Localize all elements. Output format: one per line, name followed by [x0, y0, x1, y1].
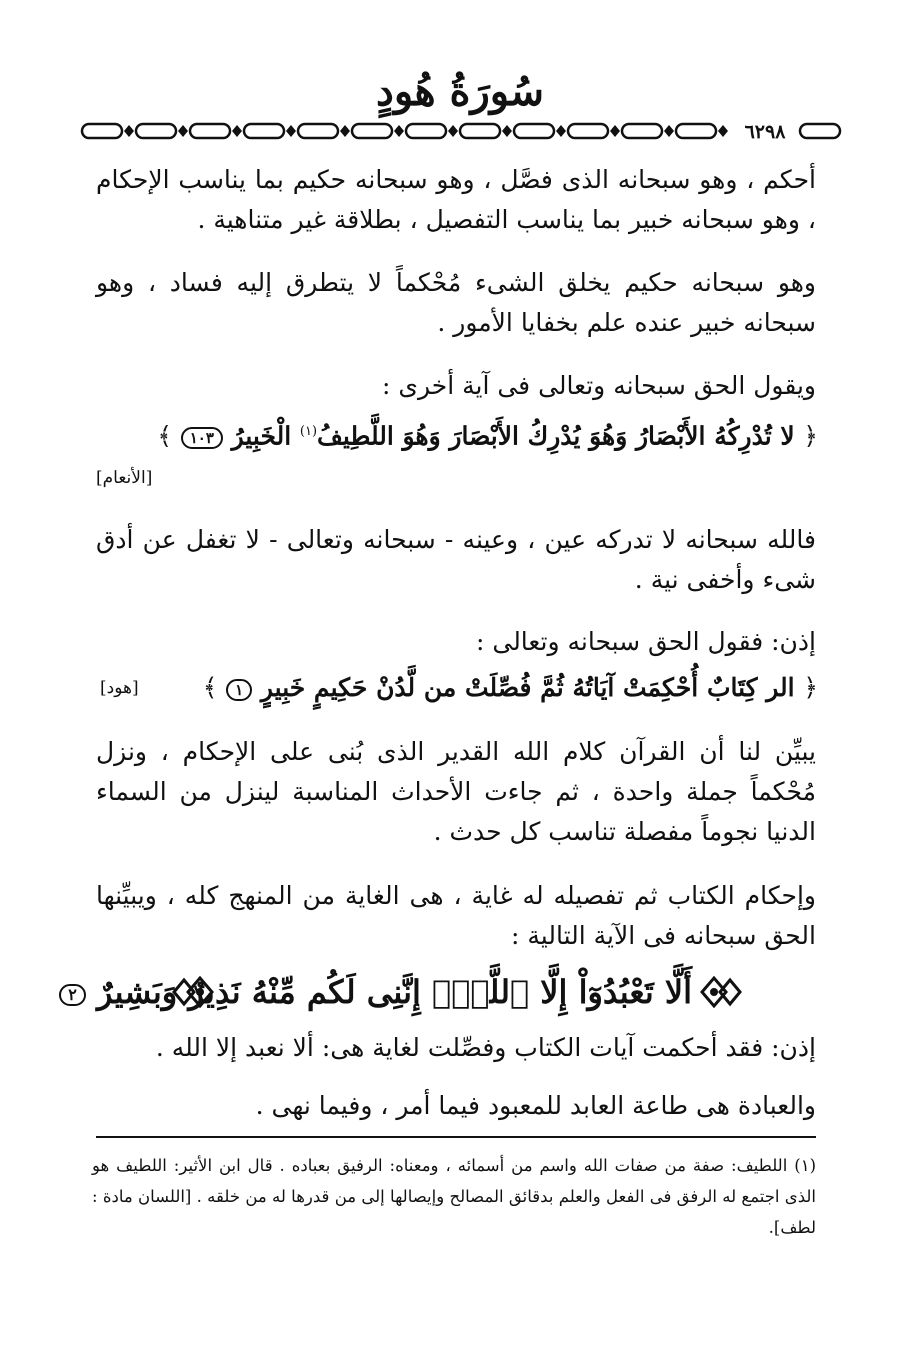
- verse-number: ١: [226, 679, 252, 701]
- footnote-divider: [96, 1136, 816, 1138]
- paragraph-1: أحكم ، وهو سبحانه الذى فصَّل ، وهو سبحانه حكيم بما يناسب الإحكام ، وهو سبحانه خبير بما يناسب التفصيل ، بطلاقة غير متناهية .: [96, 165, 816, 234]
- quran-verse-hud-1: [178, 666, 818, 710]
- paragraph-9: والعبادة هى طاعة العابد للمعبود فيما أمر ، وفيما نهى .: [255, 1091, 816, 1120]
- verse-close-bracket: ﴾: [202, 673, 218, 702]
- sura-reference-anam: [الأنعام]: [96, 468, 153, 488]
- verse-text-end: الْخَبِيرُ: [231, 421, 292, 451]
- ornament-right-icon: [700, 972, 744, 1012]
- verse-open-bracket: ﴿: [803, 421, 818, 451]
- footnote-marker: (١): [299, 424, 318, 439]
- verse-text: الر كِتَابٌ أُحْكِمَتْ آيَاتُهُ ثُمَّ فُصِّلَتْ من لَّدُنْ حَكِيمٍ خَبِيرٍ: [260, 673, 795, 702]
- sura-reference-hud: [هود]: [100, 678, 139, 698]
- verse-text: أَلَّا تَعْبُدُوٓاْ إِلَّا ٱللَّهَۚ إِنَّنِى لَكُم مِّنْهُ نَذِيرٌ وَبَشِيرٌ ٢: [222, 960, 692, 1024]
- paragraph-5: إذن: فقول الحق سبحانه وتعالى :: [475, 627, 816, 656]
- paragraph-2: وهو سبحانه حكيم يخلق الشىء مُحْكماً لا يتطرق إليه فساد ، وهو سبحانه خبير عنده علم بخفايا الأمور .: [96, 268, 816, 337]
- verse-close-bracket: ﴾: [157, 421, 172, 451]
- verse-number: ١٠٣: [181, 427, 223, 449]
- page-number: ٦٢٩٨: [732, 120, 798, 144]
- paragraph-6: يبيِّن لنا أن القرآن كلام الله القدير الذى بُنى على الإحكام ، ونزل مُحْكماً جملة واحدة ، ثم جاءت الأحداث المناسبة لينزل من السماء الدنيا نجوماً مفصلة تناسب كل حدث .: [96, 737, 816, 846]
- verse-number: ٢: [59, 984, 86, 1006]
- ornamental-border: [78, 116, 844, 146]
- paragraph-7: وإحكام الكتاب ثم تفصيله له غاية ، هى الغاية من المنهج كله ، ويبيِّنها الحق سبحانه فى الآية التالية :: [96, 881, 816, 950]
- footnote-text: (١) اللطيف: صفة من صفات الله واسم من أسمائه ، ومعناه: الرفيق بعباده . قال ابن الأثير: اللطيف هو الذى اجتمع له الرفق فى الفعل والعلم بدقائق المصالح وإيصالها إلى من قدرها له من خلقه . [اللسان مادة : لطف].: [92, 1156, 816, 1237]
- verse-text: لا تُدْرِكُهُ الأَبْصَارُ وَهُوَ يُدْرِكُ الأَبْصَارَ وَهُوَ اللَّطِيفُ: [317, 421, 795, 451]
- paragraph-8: إذن: فقد أحكمت آيات الكتاب وفصِّلت لغاية هى: ألا نعبد إلا الله .: [155, 1033, 816, 1062]
- paragraph-3: ويقول الحق سبحانه وتعالى فى آية أخرى :: [382, 371, 816, 400]
- paragraph-4: فالله سبحانه لا تدركه عين ، وعينه - سبحانه وتعالى - لا تغفل عن أدق شىء وأخفى نية .: [96, 525, 816, 594]
- surah-title: سُورَةُ هُودٍ: [376, 68, 544, 115]
- quran-verse-anam: [96, 410, 818, 454]
- quran-verse-hud-2: [68, 960, 744, 1024]
- verse-open-bracket: ﴿: [803, 673, 818, 702]
